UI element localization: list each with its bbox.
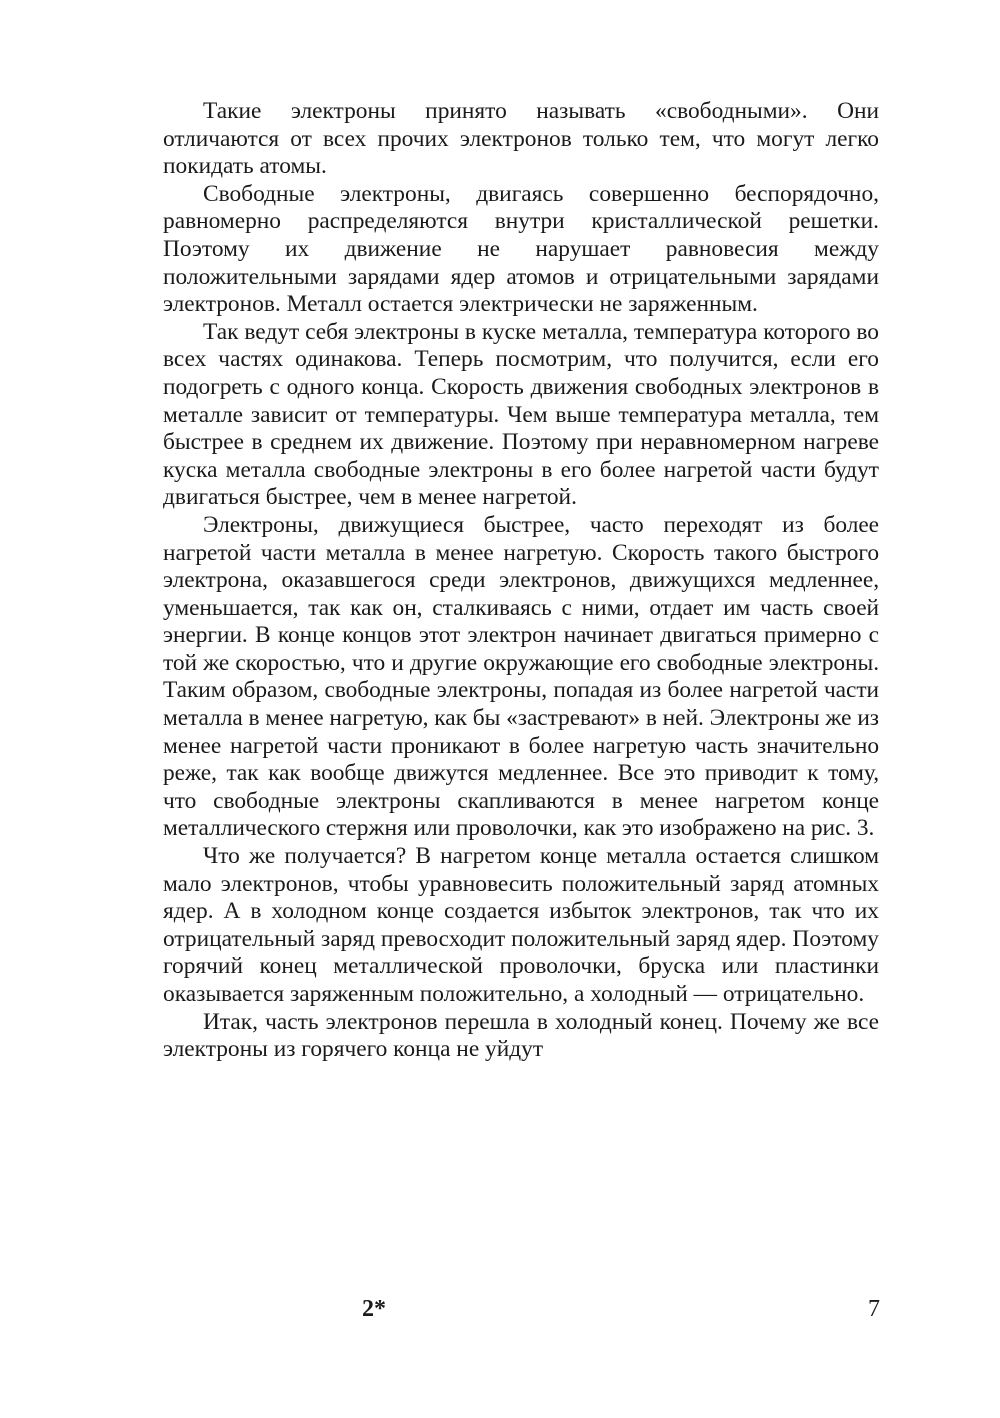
page-footer bbox=[0, 1296, 1000, 1326]
page-number: 7 bbox=[868, 1296, 880, 1322]
paragraph-2: Свободные электроны, двигаясь совершенно беспорядочно, равномерно распределяются внутри кристаллической решетки. Поэтому их движение не нарушает равновесия между положительными зарядами ядер атомов и отрицательными зарядами электронов. Металл остается электрически не заряженным. bbox=[163, 180, 879, 318]
paragraph-3: Так ведут себя электроны в куске металла, температура которого во всех частях одинакова. Теперь посмотрим, что получится, если его подогреть с одного конца. Скорость движения свободных электронов в металле зависит от температуры. Чем выше температура металла, тем быстрее в среднем их движение. Поэтому при неравномерном нагреве куска металла свободные электроны в его более нагретой части будут двигаться быстрее, чем в менее нагретой. bbox=[163, 318, 879, 511]
paragraph-4: Электроны, движущиеся быстрее, часто переходят из более нагретой части металла в менее нагретую. Скорость такого быстрого электрона, оказавшегося среди электронов, движущихся медленнее, уменьшается, так как он, сталкиваясь с ними, отдает им часть своей энергии. В конце концов этот электрон начинает двигаться примерно с той же скоростью, что и другие окружающие его свободные электроны. Таким образом, свободные электроны, попадая из более нагретой части металла в менее нагретую, как бы «застревают» в ней. Электроны же из менее нагретой части проникают в более нагретую часть значительно реже, так как вообще движутся медленнее. Все это приводит к тому, что свободные электроны скапливаются в менее нагретом конце металлического стержня или проволочки, как это изображено на рис. 3. bbox=[163, 511, 879, 842]
page-body bbox=[163, 98, 879, 1064]
paragraph-1: Такие электроны принято называть «свободными». Они отличаются от всех прочих электронов только тем, что могут легко покидать атомы. bbox=[163, 98, 879, 180]
paragraph-5: Что же получается? В нагретом конце металла остается слишком мало электронов, чтобы уравновесить положительный заряд атомных ядер. А в холодном конце создается избыток электронов, так что их отрицательный заряд превосходит положительный заряд ядер. Поэтому горячий конец металлической проволочки, бруска или пластинки оказывается заряженным положительно, а холодный — отрицательно. bbox=[163, 843, 879, 1007]
printer-signature: 2* bbox=[362, 1296, 386, 1322]
paragraph-6: Итак, часть электронов перешла в холодный конец. Почему же все электроны из горячего конца не уйдут bbox=[163, 1008, 879, 1063]
